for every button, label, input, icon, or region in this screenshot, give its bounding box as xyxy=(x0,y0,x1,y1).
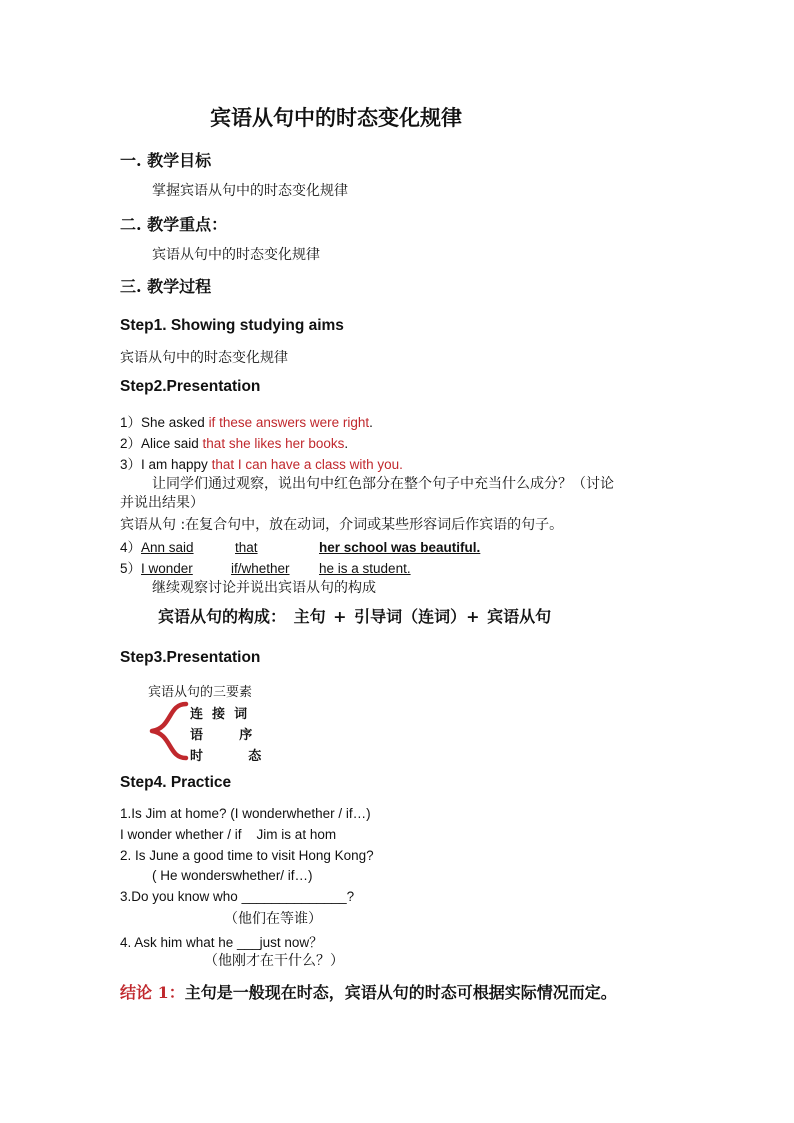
element-tense: 时 态 xyxy=(190,749,262,764)
practice-line: 4. Ask him what he ___just now？ xyxy=(120,935,323,950)
example-main-clause: I wonder xyxy=(141,561,193,576)
example-main: She asked xyxy=(141,415,209,430)
structure-formula: 宾语从句的构成： 主句 + 引导词（连词）+ 宾语从句 xyxy=(158,607,552,626)
example-5 xyxy=(120,557,411,577)
section-heading-process: 三. 教学过程 xyxy=(120,277,212,296)
element-word-order: 语 序 xyxy=(190,728,253,743)
example-clause: that she likes her books xyxy=(202,436,345,451)
step1-title: Step1. Showing studying aims xyxy=(120,317,344,334)
conclusion-label: 结论 1： xyxy=(120,983,185,1002)
section-heading-focus: 二. 教学重点： xyxy=(120,215,228,234)
practice-line: ( He wonderswhether/ if…) xyxy=(152,868,313,883)
question-line-2: 并说出结果） xyxy=(120,495,204,511)
practice-hint: （他们在等谁） xyxy=(224,911,322,927)
example-num: 2） xyxy=(120,436,142,451)
question-line-1: 让同学们通过观察，说出句中红色部分在整个句子中充当什么成分？（讨论 xyxy=(152,476,614,492)
example-clause: that I can have a class with you. xyxy=(211,457,403,472)
objectives-text: 掌握宾语从句中的时态变化规律 xyxy=(152,183,348,199)
conclusion-text: 主句是一般现在时态，宾语从句的时态可根据实际情况而定。 xyxy=(184,983,617,1002)
example-connector: that xyxy=(235,540,258,555)
example-object-clause: her school was beautiful. xyxy=(319,540,481,555)
focus-text: 宾语从句中的时态变化规律 xyxy=(152,247,320,263)
three-elements-label: 宾语从句的三要素 xyxy=(148,685,253,700)
example-main-clause: Ann said xyxy=(141,540,194,555)
example-num: 3） xyxy=(120,457,142,472)
example-clause: if these answers were right xyxy=(208,415,370,430)
page-title: 宾语从句中的时态变化规律 xyxy=(210,105,462,130)
example-num: 1） xyxy=(120,415,142,430)
practice-line: 3.Do you know who ______________? xyxy=(120,889,355,904)
example-end: . xyxy=(369,415,373,430)
element-connector: 连 接 词 xyxy=(190,707,248,722)
practice-line: I wonder whether / if Jim is at hom xyxy=(120,827,337,842)
example-3 xyxy=(120,453,403,473)
step4-title: Step4. Practice xyxy=(120,774,232,791)
definition-text: 宾语从句 :在复合句中，放在动词，介词或某些形容词后作宾语的句子。 xyxy=(120,517,564,533)
example-main: I am happy xyxy=(141,457,212,472)
step1-text: 宾语从句中的时态变化规律 xyxy=(120,350,288,366)
example-2 xyxy=(120,432,348,452)
example-connector: if/whether xyxy=(231,561,290,576)
example-4 xyxy=(120,536,480,556)
practice-hint: （他刚才在干什么？） xyxy=(204,953,344,969)
step3-title: Step3.Presentation xyxy=(120,649,261,666)
example-1 xyxy=(120,411,373,431)
example-num: 4） xyxy=(120,540,142,555)
conclusion xyxy=(120,980,617,1003)
example-object-clause: he is a student. xyxy=(319,561,411,576)
practice-line: 2. Is June a good time to visit Hong Kong? xyxy=(120,848,374,863)
continue-text: 继续观察讨论并说出宾语从句的构成 xyxy=(152,580,376,596)
section-heading-objectives: 一. 教学目标 xyxy=(120,151,212,170)
example-end: . xyxy=(344,436,349,451)
example-main: Alice said xyxy=(141,436,203,451)
left-brace-icon xyxy=(146,700,190,762)
step2-title: Step2.Presentation xyxy=(120,378,261,395)
practice-line: 1.Is Jim at home? (I wonderwhether / if…) xyxy=(120,806,371,821)
example-num: 5） xyxy=(120,561,142,576)
